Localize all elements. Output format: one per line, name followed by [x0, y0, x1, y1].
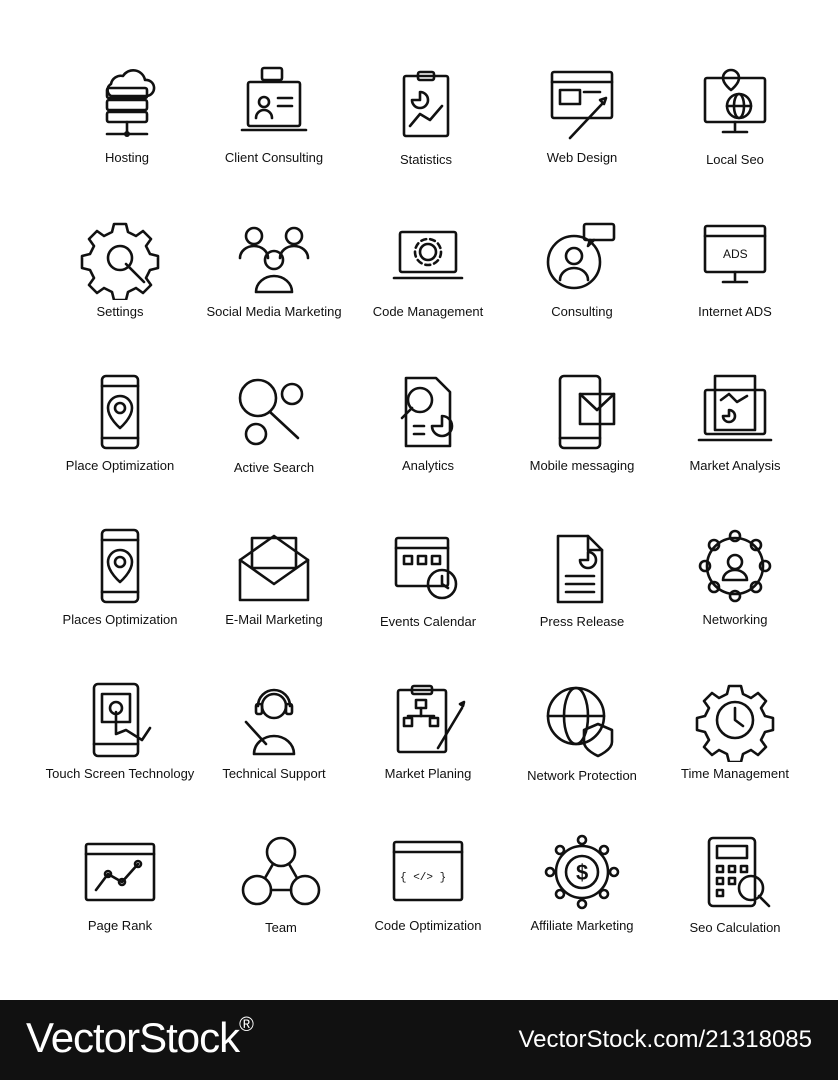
local-seo-icon — [693, 64, 777, 148]
icon-tile-touch-screen-technology — [40, 678, 200, 782]
icon-label: Hosting — [104, 150, 150, 165]
icon-tile-statistics — [346, 64, 506, 168]
page-rank-icon — [78, 830, 162, 914]
icon-tile-active-search — [194, 372, 354, 476]
events-calendar-icon — [386, 526, 470, 610]
network-protection-icon — [540, 680, 624, 764]
icon-tile-local-seo — [655, 64, 815, 168]
icon-label: Analytics — [401, 458, 455, 473]
statistics-icon — [384, 64, 468, 148]
settings-icon — [78, 216, 162, 300]
registered-mark: ® — [239, 1014, 253, 1036]
press-release-icon — [540, 526, 624, 610]
time-management-icon — [693, 678, 777, 762]
icon-tile-places-optimization — [40, 524, 200, 628]
internet-ads-icon — [693, 216, 777, 300]
icon-label: Seo Calculation — [689, 920, 781, 935]
team-icon — [239, 832, 323, 916]
hosting-icon — [85, 62, 169, 146]
footer-bar — [0, 1000, 838, 1080]
icon-tile-time-management — [655, 678, 815, 782]
icon-tile-place-optimization — [40, 370, 200, 474]
icon-label: Time Management — [681, 766, 789, 781]
icon-tile-events-calendar — [348, 526, 508, 630]
market-analysis-icon — [693, 370, 777, 454]
icon-label: Market Analysis — [689, 458, 781, 473]
icon-tile-web-design — [502, 62, 662, 166]
icon-label: Consulting — [551, 304, 613, 319]
market-planing-icon — [386, 678, 470, 762]
icon-label: Code Management — [372, 304, 484, 319]
icon-tile-team — [201, 832, 361, 936]
icon-tile-seo-calculation — [655, 832, 815, 936]
icon-label: Technical Support — [222, 766, 326, 781]
code-optimization-icon — [386, 830, 470, 914]
icon-label: Places Optimization — [62, 612, 178, 627]
icon-tile-email-marketing — [194, 524, 354, 628]
icon-tile-market-planing — [348, 678, 508, 782]
active-search-icon — [232, 372, 316, 456]
icon-label: Page Rank — [87, 918, 153, 933]
icon-tile-client-consulting — [194, 62, 354, 166]
icon-label: Mobile messaging — [529, 458, 635, 473]
icon-label: Active Search — [233, 460, 315, 475]
icon-label: Statistics — [399, 152, 452, 167]
icon-tile-networking — [655, 524, 815, 628]
icon-label: Network Protection — [527, 768, 637, 783]
touch-screen-icon — [78, 678, 162, 762]
icon-tile-code-management — [348, 216, 508, 320]
consulting-icon — [540, 216, 624, 300]
places-optimization-icon — [78, 524, 162, 608]
icon-tile-market-analysis — [655, 370, 815, 474]
svg-text:$: $ — [576, 860, 589, 885]
icon-label: Internet ADS — [698, 304, 772, 319]
icon-tile-consulting — [502, 216, 662, 320]
icon-label: Social Media Marketing — [206, 304, 342, 319]
icon-tile-affiliate-marketing — [502, 830, 662, 934]
image-id: VectorStock.com/21318085 — [518, 1026, 812, 1053]
icon-label: Web Design — [546, 150, 618, 165]
social-media-marketing-icon — [232, 216, 316, 300]
icon-label: Networking — [702, 612, 768, 627]
icon-label: Local Seo — [706, 152, 764, 167]
icon-tile-internet-ads — [655, 216, 815, 320]
seo-calculation-icon — [693, 832, 777, 916]
brand-name: VectorStock — [26, 1014, 240, 1061]
icon-tile-technical-support — [194, 678, 354, 782]
svg-text:{ </> }: { </> } — [400, 872, 447, 884]
icon-tile-page-rank — [40, 830, 200, 934]
technical-support-icon — [232, 678, 316, 762]
icon-label: Affiliate Marketing — [530, 918, 634, 933]
icon-label: Touch Screen Technology — [45, 766, 195, 781]
icon-tile-hosting — [47, 62, 207, 166]
brand-logo — [26, 1014, 253, 1062]
icon-label: E-Mail Marketing — [225, 612, 323, 627]
icon-tile-mobile-messaging — [502, 370, 662, 474]
place-optimization-icon — [78, 370, 162, 454]
icon-label: Code Optimization — [374, 918, 482, 933]
code-management-icon — [386, 216, 470, 300]
email-marketing-icon — [232, 524, 316, 608]
icon-tile-network-protection — [502, 680, 662, 784]
icon-label: Place Optimization — [65, 458, 175, 473]
icon-label: Market Planing — [384, 766, 472, 781]
affiliate-marketing-icon — [540, 830, 624, 914]
icon-label: Team — [265, 920, 297, 935]
icon-label: Settings — [96, 304, 144, 319]
icon-label: Press Release — [539, 614, 625, 629]
networking-icon — [693, 524, 777, 608]
analytics-icon — [386, 370, 470, 454]
icon-label: Events Calendar — [379, 614, 477, 629]
mobile-messaging-icon — [540, 370, 624, 454]
client-consulting-icon — [232, 62, 316, 146]
icon-tile-settings — [40, 216, 200, 320]
icon-label: Client Consulting — [224, 150, 324, 165]
icon-tile-press-release — [502, 526, 662, 630]
web-design-icon — [540, 62, 624, 146]
icon-tile-analytics — [348, 370, 508, 474]
icon-tile-social-media-marketing — [194, 216, 354, 320]
icon-tile-code-optimization — [348, 830, 508, 934]
svg-text:ADS: ADS — [723, 247, 748, 261]
